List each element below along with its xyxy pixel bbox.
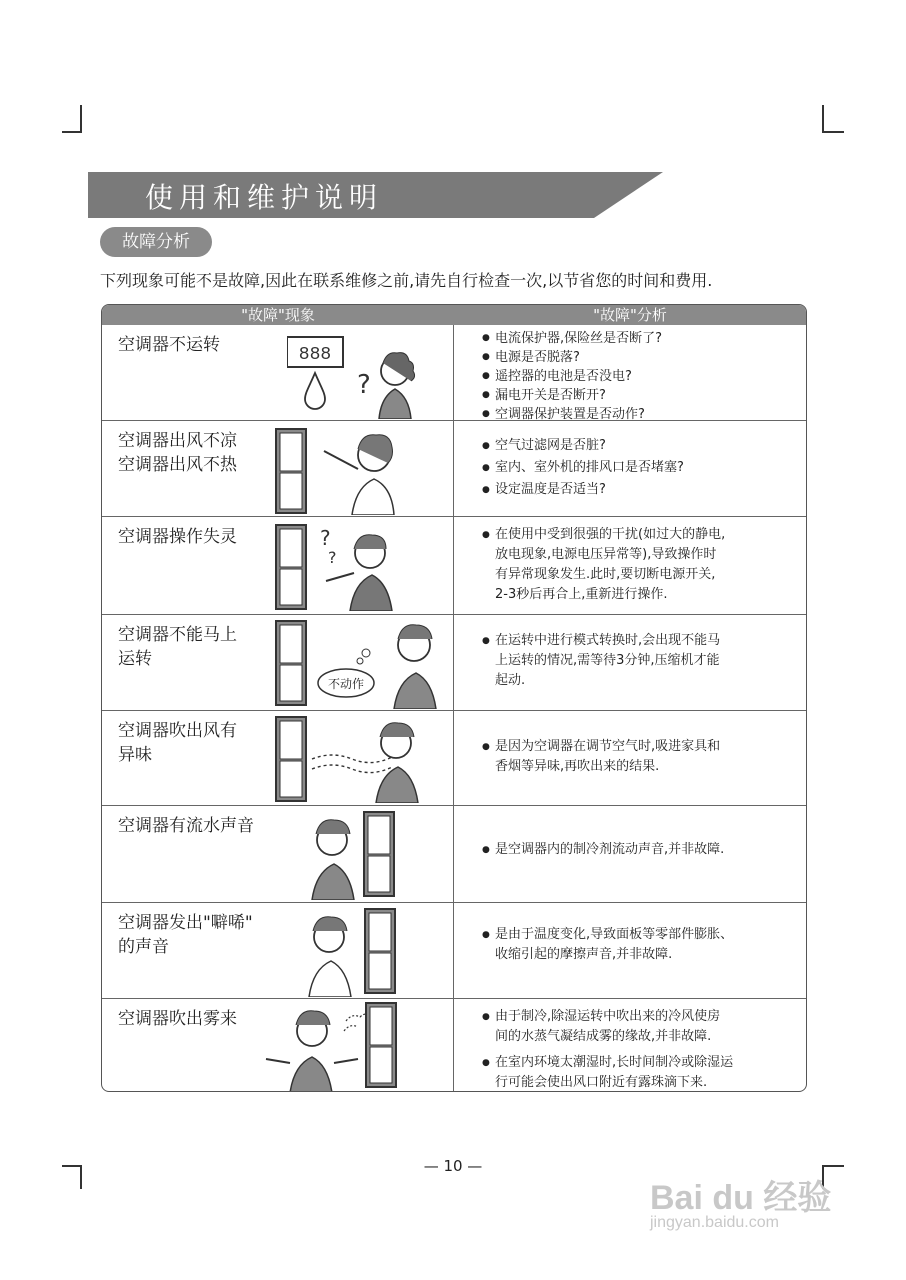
analysis-item: ● 在使用中受到很强的干扰(如过大的静电, 放电现象,电源电压异常等),导致操作时 有异常现象发生.此时,要切断电源开关, 2-3秒后再合上,重新进行操作. bbox=[482, 525, 792, 605]
analysis-list bbox=[482, 925, 792, 965]
watermark-brand: Bai du 经验 bbox=[650, 1179, 832, 1217]
analysis-list bbox=[482, 1007, 792, 1092]
table-row bbox=[102, 325, 807, 420]
symptom-text: 空调器操作失灵 bbox=[118, 527, 237, 547]
symptom-text: 空调器出风不凉 空调器出风不热 bbox=[118, 431, 237, 475]
symptom-text: 空调器发出"噼唏" 的声音 bbox=[118, 913, 253, 957]
svg-text:?: ? bbox=[320, 526, 331, 550]
analysis-item: ● 电流保护器,保险丝是否断了? bbox=[482, 329, 792, 348]
analysis-item: ● 遥控器的电池是否没电? bbox=[482, 367, 792, 386]
table-row bbox=[102, 902, 807, 998]
watermark-url: jingyan.baidu.com bbox=[650, 1214, 779, 1231]
svg-text:?: ? bbox=[328, 548, 337, 567]
analysis-item: ● 室内、室外机的排风口是否堵塞? bbox=[482, 457, 792, 479]
svg-text:?: ? bbox=[357, 370, 371, 400]
crop-mark-top-right-h bbox=[822, 131, 844, 133]
analysis-item: ● 是空调器内的制冷剂流动声音,并非故障. bbox=[482, 840, 792, 860]
symptom-text: 空调器有流水声音 bbox=[118, 816, 254, 836]
table-row bbox=[102, 614, 807, 710]
page-title: 使用和维护说明 bbox=[145, 181, 384, 214]
intro-text: 下列现象可能不是故障,因此在联系维修之前,请先自行检查一次,以节省您的时间和费用. bbox=[100, 271, 713, 290]
analysis-item: ● 是因为空调器在调节空气时,吸进家具和 香烟等异味,再吹出来的结果. bbox=[482, 737, 792, 777]
table-row bbox=[102, 998, 807, 1092]
page-number: — 10 — bbox=[423, 1157, 483, 1175]
analysis-list bbox=[482, 435, 792, 501]
analysis-list bbox=[482, 840, 792, 860]
symptom-text: 空调器不运转 bbox=[118, 335, 220, 355]
analysis-item: ● 电源是否脱落? bbox=[482, 348, 792, 367]
analysis-list bbox=[482, 631, 792, 691]
unit-with-smell-illustration bbox=[274, 715, 434, 803]
display-digits: 888 bbox=[298, 345, 332, 365]
person-and-unit-with-mist-illustration bbox=[262, 1001, 407, 1092]
unit-and-confused-person-illustration bbox=[274, 523, 434, 611]
table-row bbox=[102, 516, 807, 614]
person-and-unit-illustration bbox=[302, 810, 412, 900]
analysis-item: ● 空气过滤网是否脏? bbox=[482, 435, 792, 457]
unit-with-speech-bubble-illustration bbox=[274, 619, 444, 709]
speech-bubble-text: 不动作 bbox=[327, 677, 365, 691]
person-and-unit-illustration bbox=[297, 907, 407, 997]
analysis-list bbox=[482, 737, 792, 777]
analysis-item: ● 是由于温度变化,导致面板等零部件膨胀、 收缩引起的摩擦声音,并非故障. bbox=[482, 925, 792, 965]
analysis-list bbox=[482, 525, 792, 605]
section-label: 故障分析 bbox=[100, 227, 212, 257]
symptom-text: 空调器不能马上 运转 bbox=[118, 625, 237, 669]
symptom-text: 空调器吹出风有 异味 bbox=[118, 721, 237, 765]
analysis-item: ● 空调器保护装置是否动作? bbox=[482, 405, 792, 424]
symptom-text: 空调器吹出雾来 bbox=[118, 1009, 237, 1029]
troubleshooting-table bbox=[101, 304, 807, 1092]
analysis-item: ● 设定温度是否适当? bbox=[482, 479, 792, 501]
unit-and-person-illustration bbox=[274, 427, 434, 515]
column-header-analysis: "故障"分析 bbox=[593, 306, 667, 324]
table-row bbox=[102, 805, 807, 902]
column-header-symptom: "故障"现象 bbox=[241, 306, 315, 324]
analysis-list bbox=[482, 329, 792, 424]
crop-mark-top-left-v bbox=[80, 105, 82, 133]
crop-mark-top-left-h bbox=[62, 131, 82, 133]
analysis-item: ● 漏电开关是否断开? bbox=[482, 386, 792, 405]
table-row bbox=[102, 420, 807, 516]
analysis-item: ● 由于制冷,除湿运转中吹出来的冷风使房 间的水蒸气凝结成雾的缘故,并非故障. bbox=[482, 1007, 792, 1047]
table-row bbox=[102, 710, 807, 805]
display-panel-illustration bbox=[287, 333, 427, 419]
analysis-item: ● 在运转中进行模式转换时,会出现不能马 上运转的情况,需等待3分钟,压缩机才能 起动. bbox=[482, 631, 792, 691]
table-header bbox=[102, 305, 807, 325]
crop-mark-top-right-v bbox=[822, 105, 824, 133]
analysis-item: ● 在室内环境太潮湿时,长时间制冷或除湿运 行可能会使出风口附近有露珠滴下来. bbox=[482, 1053, 792, 1092]
